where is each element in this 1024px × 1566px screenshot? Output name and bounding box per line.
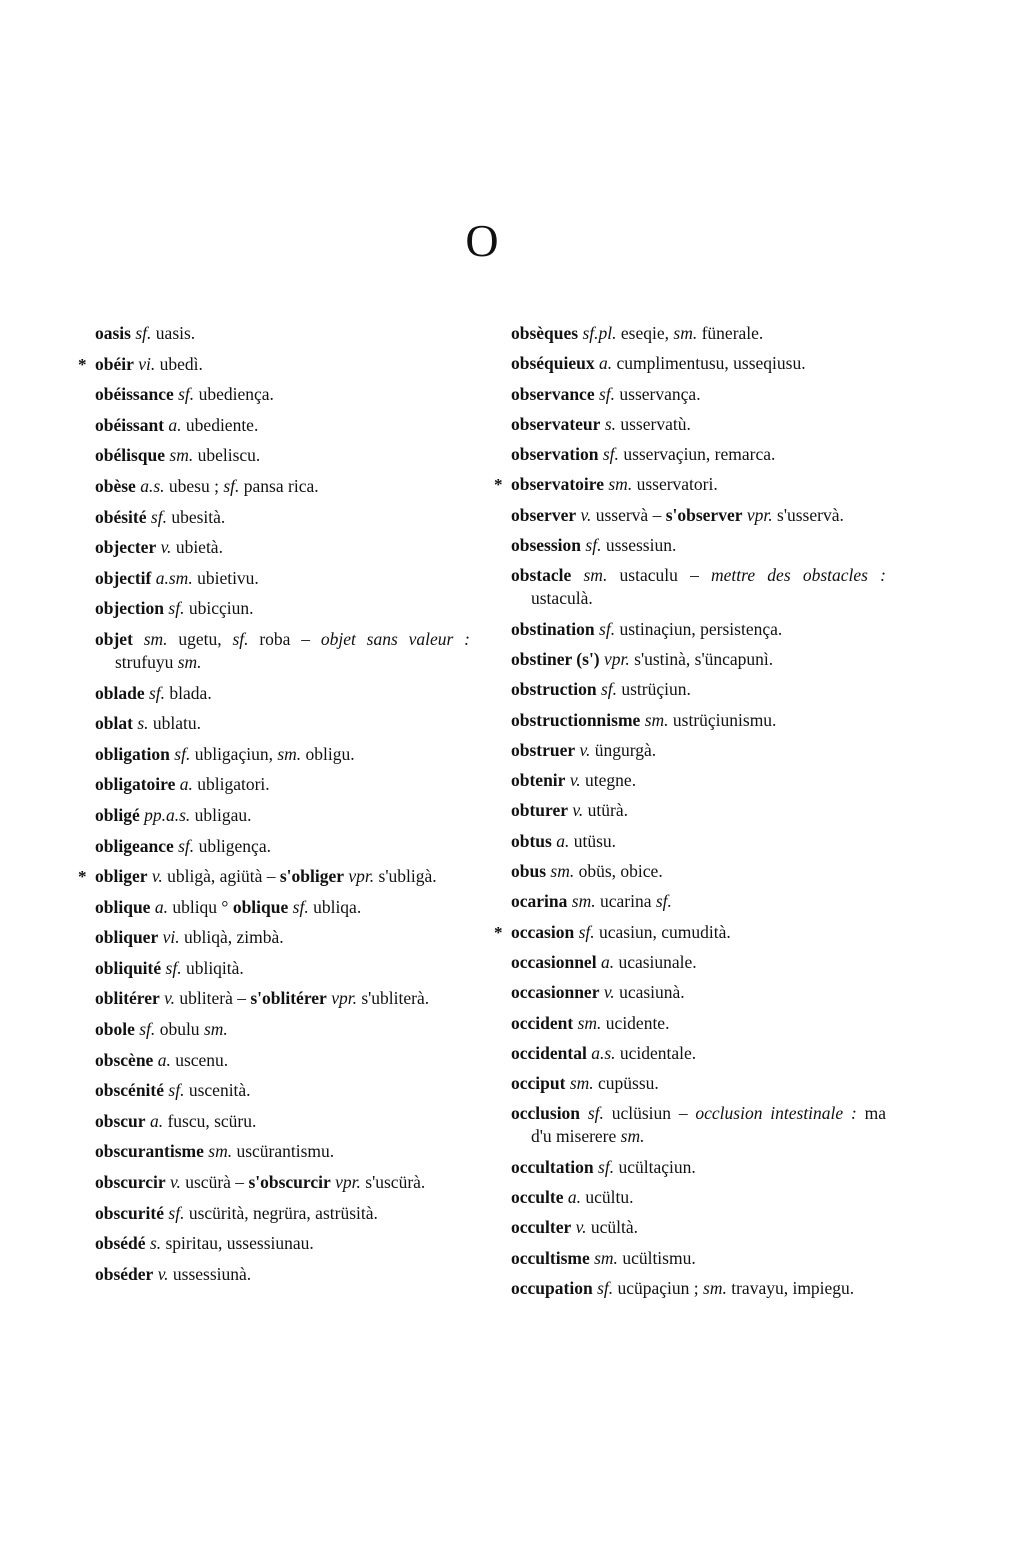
- definition-text: ucültu.: [580, 1187, 634, 1208]
- grammar-label: sm.: [277, 743, 302, 764]
- definition-text: usservaçiun, remarca.: [618, 444, 776, 465]
- grammar-label: sm.: [644, 709, 669, 730]
- headword: ocarina: [511, 891, 568, 912]
- headword: objecter: [95, 537, 157, 558]
- definition-text: ubliterà –: [175, 988, 251, 1009]
- dictionary-entry: [511, 1186, 886, 1209]
- headword: occiput: [511, 1073, 566, 1094]
- grammar-label: a.: [157, 1049, 171, 1070]
- dictionary-entry: [511, 564, 886, 610]
- definition-text: eseqie,: [616, 323, 674, 343]
- headword: occidental: [511, 1042, 587, 1063]
- headword: obtenir: [511, 770, 566, 791]
- dictionary-entry: [511, 1012, 886, 1035]
- headword: oblique: [232, 896, 289, 917]
- grammar-label: sf.: [168, 1080, 185, 1101]
- grammar-label: vpr.: [746, 504, 773, 525]
- headword: occident: [511, 1012, 574, 1033]
- dictionary-entry: [95, 712, 470, 735]
- headword: occupation: [511, 1277, 593, 1298]
- grammar-label: a.: [567, 1187, 581, 1208]
- definition-text: ucasiunale.: [614, 951, 697, 972]
- right-column: [494, 322, 887, 1307]
- grammar-label: sm.: [583, 565, 608, 586]
- headword: observation: [511, 444, 599, 465]
- dictionary-entry: [511, 618, 886, 641]
- headword: occasion: [511, 921, 575, 942]
- definition-text: usservança.: [615, 383, 701, 404]
- definition-text: ubedì.: [155, 353, 203, 374]
- definition-text: ubligà, agiütà –: [162, 866, 280, 887]
- dictionary-entry: [511, 504, 886, 527]
- definition-text: travayu, impiegu.: [726, 1277, 855, 1298]
- dictionary-entry: [511, 890, 886, 913]
- dictionary-entry: [95, 628, 470, 674]
- section-letter: O: [465, 215, 499, 266]
- grammar-label: sf.: [292, 896, 309, 917]
- headword: obstructionnisme: [511, 709, 641, 730]
- dictionary-entry: [95, 682, 470, 705]
- grammar-label: sm.: [571, 891, 596, 912]
- definition-text: ustinaçiun, persistença.: [615, 618, 783, 639]
- definition-text: usservatori.: [632, 474, 718, 495]
- definition-text: s'ubliterà.: [356, 988, 430, 1009]
- definition-text: obulu: [155, 1019, 204, 1040]
- dictionary-entry: [95, 1171, 470, 1194]
- definition-text: s'ubligà.: [374, 866, 437, 887]
- dictionary-entry: [511, 1042, 886, 1065]
- headword: obscurcir: [95, 1172, 166, 1193]
- definition-text: usservatù.: [616, 413, 691, 434]
- dictionary-entry: [95, 536, 470, 559]
- definition-text: ussessiun.: [601, 535, 677, 556]
- dictionary-entry: [95, 475, 470, 498]
- headword: observateur: [511, 413, 601, 434]
- dictionary-entry: [494, 473, 886, 496]
- grammar-label: sf.: [135, 323, 152, 343]
- definition-text: ubligau.: [190, 804, 252, 825]
- dictionary-entry: [511, 951, 886, 974]
- headword: occasionnel: [511, 951, 597, 972]
- definition-text: ustrüçiun.: [617, 679, 691, 700]
- dictionary-entry: [511, 830, 886, 853]
- grammar-label: sf.: [599, 618, 616, 639]
- headword: occulter: [511, 1217, 572, 1238]
- definition-text: blada.: [165, 682, 212, 703]
- headword: occulte: [511, 1187, 564, 1208]
- headword: obèse: [95, 475, 136, 496]
- headword: occasionner: [511, 982, 600, 1003]
- definition-text: ubligatori.: [192, 774, 270, 795]
- headword: obsédé: [95, 1233, 146, 1254]
- definition-text: cumplimentusu, usseqiusu.: [612, 353, 806, 374]
- dictionary-entry: [78, 353, 470, 376]
- definition-text: uscürà –: [180, 1172, 249, 1193]
- dictionary-entry: [511, 739, 886, 762]
- dictionary-entry: [511, 443, 886, 466]
- grammar-label: vi.: [138, 353, 156, 374]
- headword: oblade: [95, 682, 145, 703]
- definition-text: [133, 629, 144, 649]
- headword: obscurantisme: [95, 1141, 204, 1162]
- dictionary-entry: [511, 709, 886, 732]
- definition-text: obligu.: [301, 743, 355, 764]
- grammar-label: sm.: [703, 1277, 727, 1298]
- grammar-label: sf.: [168, 1202, 185, 1223]
- dictionary-entry: [78, 865, 470, 888]
- grammar-label: a.sm.: [155, 567, 193, 588]
- grammar-label: sm.: [620, 1126, 645, 1147]
- definition-text: ublatu.: [148, 713, 201, 734]
- definition-text: uscenità.: [184, 1080, 251, 1101]
- headword: occultisme: [511, 1247, 590, 1268]
- grammar-label: sf.: [587, 1103, 604, 1124]
- grammar-label: sf.: [597, 1277, 614, 1298]
- grammar-label: sm.: [208, 1141, 233, 1162]
- definition-text: ubliqà, zimbà.: [179, 927, 284, 948]
- dictionary-entry: [95, 896, 470, 919]
- grammar-label: v.: [572, 800, 584, 821]
- grammar-label: sf.: [168, 598, 185, 619]
- grammar-label: a.: [154, 896, 168, 917]
- dictionary-entry: [511, 678, 886, 701]
- definition-text: ustrüçiunismu.: [668, 709, 777, 730]
- headword: s'obscurcir: [248, 1172, 331, 1193]
- definition-text: ustaculà.: [531, 588, 593, 609]
- headword: obsèques: [511, 323, 579, 343]
- grammar-label: sf.: [139, 1019, 156, 1040]
- headword: obscur: [95, 1110, 146, 1131]
- definition-text: ubesu ;: [164, 475, 224, 496]
- dictionary-entry: [95, 414, 470, 437]
- grammar-label: sf.pl.: [582, 323, 617, 343]
- headword: obliquité: [95, 957, 162, 978]
- definition-text: ubicçiun.: [184, 598, 254, 619]
- star-marker: *: [494, 922, 503, 942]
- headword: objectif: [95, 567, 152, 588]
- dictionary-entry: [95, 1110, 470, 1133]
- grammar-label: pp.a.s.: [144, 804, 191, 825]
- dictionary-entry: [95, 1202, 470, 1225]
- definition-text: ubliqità.: [181, 957, 244, 978]
- headword: obséquieux: [511, 353, 595, 374]
- dictionary-entry: [511, 1216, 886, 1239]
- dictionary-entry: [95, 1079, 470, 1102]
- definition-text: ubediença.: [194, 384, 274, 405]
- grammar-label: sm.: [577, 1012, 602, 1033]
- grammar-label: v.: [170, 1172, 181, 1193]
- grammar-label: occlusion intestinale :: [695, 1103, 857, 1124]
- definition-text: uscürantismu.: [232, 1141, 335, 1162]
- dictionary-entry: [511, 799, 886, 822]
- grammar-label: sf.: [598, 1156, 615, 1177]
- star-marker: *: [78, 354, 87, 374]
- headword: oblitérer: [95, 988, 160, 1009]
- grammar-label: a.: [179, 774, 193, 795]
- grammar-label: s.: [604, 413, 616, 434]
- definition-text: ucültaçiun.: [614, 1156, 696, 1177]
- definition-text: ucültismu.: [617, 1247, 696, 1268]
- definition-text: ucültà.: [586, 1217, 638, 1238]
- headword: obstacle: [511, 565, 572, 586]
- headword: obligatoire: [95, 774, 176, 795]
- headword: obligé: [95, 804, 140, 825]
- headword: obéissant: [95, 414, 165, 435]
- headword: observatoire: [511, 474, 604, 495]
- grammar-label: vpr.: [348, 866, 375, 887]
- headword: oblique: [95, 896, 151, 917]
- grammar-label: vpr.: [331, 988, 357, 1009]
- definition-text: [580, 1103, 588, 1123]
- definition-text: ucasiunà.: [614, 982, 685, 1003]
- headword: observance: [511, 383, 595, 404]
- definition-text: ubliqu °: [167, 896, 233, 917]
- headword: occultation: [511, 1156, 594, 1177]
- definition-text: ubligaçiun,: [190, 743, 278, 764]
- dictionary-entry: [95, 383, 470, 406]
- grammar-label: v.: [157, 1263, 169, 1284]
- headword: s'obliger: [279, 866, 345, 887]
- definition-text: ma d'u miserere: [531, 1103, 886, 1147]
- grammar-label: v.: [569, 770, 581, 791]
- headword: obstiner (s'): [511, 648, 600, 669]
- headword: obséder: [95, 1263, 154, 1284]
- grammar-label: vpr.: [335, 1172, 361, 1193]
- grammar-label: sf.: [148, 682, 166, 703]
- dictionary-entry: [511, 534, 886, 557]
- grammar-label: a.: [168, 414, 182, 435]
- definition-text: ucidente.: [601, 1012, 670, 1033]
- definition-text: uscenu.: [170, 1049, 229, 1070]
- definition-text: uasis.: [151, 323, 196, 343]
- definition-text: üngurgà.: [590, 739, 657, 760]
- headword: obstruer: [511, 739, 576, 760]
- headword: objection: [95, 598, 165, 619]
- grammar-label: objet sans valeur :: [320, 628, 470, 649]
- headword: obscénité: [95, 1080, 165, 1101]
- grammar-label: sf.: [578, 921, 595, 942]
- grammar-label: v.: [603, 982, 615, 1003]
- definition-text: ubligença.: [194, 835, 271, 856]
- dictionary-entry: [95, 567, 470, 590]
- grammar-label: sf.: [585, 535, 602, 556]
- dictionary-entry: [511, 383, 886, 406]
- definition-text: utürà.: [583, 800, 628, 821]
- grammar-label: a.: [599, 353, 613, 374]
- dictionary-entry: [95, 957, 470, 980]
- grammar-label: sf.: [174, 743, 191, 764]
- grammar-label: sf.: [150, 506, 167, 527]
- dictionary-entry: [511, 981, 886, 1004]
- dictionary-entry: [95, 506, 470, 529]
- headword: observer: [511, 504, 577, 525]
- dictionary-entry: [95, 987, 470, 1010]
- definition-text: ubietivu.: [192, 567, 259, 588]
- grammar-label: sm.: [673, 323, 698, 343]
- grammar-label: sf.: [178, 835, 195, 856]
- dictionary-entry: [95, 773, 470, 796]
- headword: obus: [511, 861, 547, 882]
- dictionary-entry: [511, 322, 886, 345]
- dictionary-entry: [494, 921, 886, 944]
- dictionary-entry: [511, 769, 886, 792]
- grammar-label: sm.: [169, 445, 194, 466]
- definition-text: roba –: [248, 628, 321, 649]
- definition-text: ucarina: [595, 891, 656, 912]
- dictionary-entry: [95, 743, 470, 766]
- definition-text: spiritau, ussessiunau.: [161, 1233, 314, 1254]
- headword: obole: [95, 1019, 135, 1040]
- dictionary-entry: [95, 444, 470, 467]
- grammar-label: sm.: [569, 1073, 594, 1094]
- grammar-label: v.: [575, 1217, 587, 1238]
- headword: obturer: [511, 800, 569, 821]
- grammar-label: sm.: [608, 474, 633, 495]
- headword: obligation: [95, 743, 170, 764]
- dictionary-entry: [95, 1263, 470, 1286]
- definition-text: ubliqa.: [308, 896, 362, 917]
- dictionary-entry: [95, 926, 470, 949]
- definition-text: cupüssu.: [593, 1073, 659, 1094]
- definition-text: ubietà.: [171, 537, 223, 558]
- grammar-label: a.: [149, 1110, 164, 1131]
- grammar-label: mettre des obstacles :: [711, 565, 887, 586]
- grammar-label: sf.: [232, 628, 249, 649]
- grammar-label: v.: [579, 739, 591, 760]
- grammar-label: v.: [151, 866, 163, 887]
- grammar-label: sm.: [594, 1247, 618, 1268]
- headword: occlusion: [511, 1103, 581, 1124]
- headword: obélisque: [95, 445, 166, 466]
- definition-text: ustaculu –: [607, 565, 712, 586]
- grammar-label: a.: [600, 951, 615, 972]
- dictionary-entry: [511, 648, 886, 671]
- headword: oblat: [95, 713, 133, 734]
- grammar-label: v.: [580, 504, 592, 525]
- grammar-label: v.: [164, 988, 176, 1009]
- dictionary-entry: [95, 597, 470, 620]
- headword: s'oblitérer: [250, 988, 327, 1009]
- headword: obscurité: [95, 1202, 165, 1223]
- headword: obtus: [511, 830, 552, 851]
- grammar-label: sf.: [165, 957, 182, 978]
- headword: oasis: [95, 323, 131, 343]
- dictionary-entry: [511, 1277, 886, 1300]
- grammar-label: sf.: [178, 384, 195, 405]
- dictionary-entry: [95, 1018, 470, 1041]
- definition-text: s'ustinà, s'üncapunì.: [629, 648, 774, 669]
- headword: obscène: [95, 1049, 154, 1070]
- definition-text: ucüpaçiun ;: [613, 1277, 704, 1298]
- definition-text: strufuyu: [115, 651, 178, 672]
- dictionary-entry: [95, 1232, 470, 1255]
- grammar-label: a.: [556, 830, 570, 851]
- definition-text: ucasiun, cumudità.: [594, 921, 731, 942]
- dictionary-entry: [511, 1102, 886, 1148]
- grammar-label: a.s.: [591, 1042, 616, 1063]
- grammar-label: s.: [149, 1233, 162, 1254]
- grammar-label: s.: [137, 713, 149, 734]
- left-column: [78, 322, 470, 1293]
- dictionary-entry: [511, 413, 886, 436]
- grammar-label: sm.: [143, 628, 168, 649]
- definition-text: utüsu.: [569, 830, 617, 851]
- definition-text: uclüsiun –: [603, 1103, 696, 1124]
- headword: obliger: [95, 866, 148, 887]
- grammar-label: vi.: [162, 927, 180, 948]
- dictionary-entry: [511, 1072, 886, 1095]
- headword: obsession: [511, 535, 582, 556]
- star-marker: *: [78, 867, 87, 887]
- headword: obéir: [95, 353, 134, 374]
- definition-text: ubesità.: [166, 506, 226, 527]
- definition-text: utegne.: [580, 770, 637, 791]
- headword: s'observer: [665, 504, 743, 525]
- definition-text: fünerale.: [697, 323, 764, 343]
- grammar-label: sf.: [600, 679, 617, 700]
- definition-text: usservà –: [591, 504, 666, 525]
- definition-text: ubediente.: [181, 414, 259, 435]
- star-marker: *: [494, 475, 503, 495]
- headword: obstination: [511, 618, 595, 639]
- grammar-label: sm.: [203, 1019, 228, 1040]
- definition-text: obüs, obice.: [574, 861, 663, 882]
- definition-text: pansa rica.: [239, 475, 319, 496]
- headword: obliquer: [95, 927, 159, 948]
- grammar-label: sf.: [598, 383, 616, 404]
- dictionary-entry: [95, 322, 470, 345]
- dictionary-entry: [511, 860, 886, 883]
- headword: obésité: [95, 506, 147, 527]
- grammar-label: vpr.: [604, 648, 630, 669]
- headword: objet: [95, 628, 133, 649]
- grammar-label: v.: [160, 537, 172, 558]
- headword: obstruction: [511, 679, 597, 700]
- grammar-label: sf.: [602, 444, 619, 465]
- grammar-label: sf.: [655, 891, 672, 912]
- dictionary-entry: [511, 352, 886, 375]
- dictionary-entry: [95, 1049, 470, 1072]
- grammar-label: sf.: [223, 475, 240, 496]
- dictionary-entry: [511, 1156, 886, 1179]
- definition-text: ubeliscu.: [193, 445, 261, 466]
- dictionary-entry: [95, 1140, 470, 1163]
- dictionary-entry: [511, 1247, 886, 1270]
- headword: obligeance: [95, 835, 174, 856]
- definition-text: s'usservà.: [772, 504, 844, 525]
- headword: obéissance: [95, 384, 174, 405]
- definition-text: ucidentale.: [615, 1042, 697, 1063]
- definition-text: fuscu, scüru.: [163, 1110, 257, 1131]
- definition-text: [571, 565, 583, 585]
- dictionary-entry: [95, 804, 470, 827]
- grammar-label: a.s.: [140, 475, 165, 496]
- definition-text: s'uscürà.: [360, 1172, 426, 1193]
- definition-text: uscürità, negrüra, astrüsità.: [184, 1202, 378, 1223]
- grammar-label: sm.: [177, 651, 202, 672]
- definition-text: ugetu,: [167, 628, 233, 649]
- definition-text: ussessiunà.: [168, 1263, 252, 1284]
- grammar-label: sm.: [550, 861, 575, 882]
- dictionary-entry: [95, 835, 470, 858]
